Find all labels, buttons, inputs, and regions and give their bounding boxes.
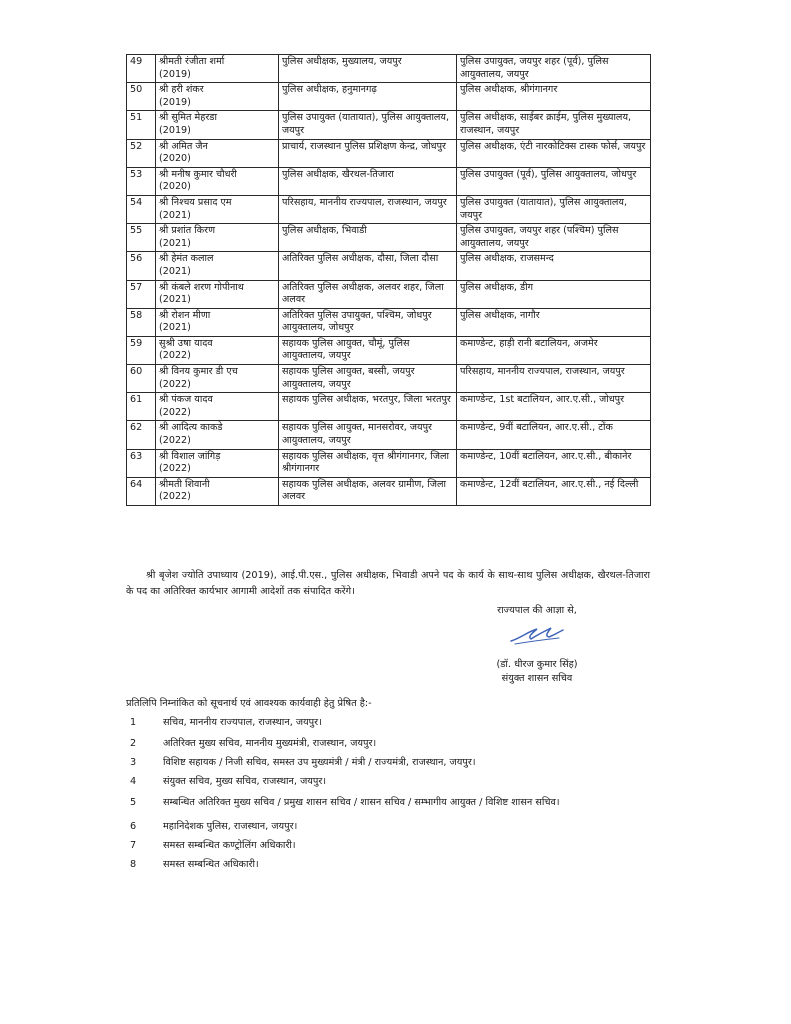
current-post-cell: पुलिस अधीक्षक, मुख्यालय, जयपुर (279, 55, 457, 83)
new-post-cell: पुलिस उपायुक्त (पूर्व), पुलिस आयुक्तालय, जोधपुर (457, 167, 651, 195)
officer-batch: (2022) (159, 463, 191, 475)
officer-cell (156, 139, 279, 167)
distribution-item-text: सम्बन्धित अतिरिक्त मुख्य सचिव / प्रमुख शासन सचिव / शासन सचिव / सम्भागीय आयुक्त / विशिष्ट शासन सचिव। (163, 797, 560, 808)
distribution-item-text: समस्त सम्बन्धित अधिकारी। (163, 859, 259, 870)
officer-cell (156, 449, 279, 477)
officer-cell (156, 280, 279, 308)
serial-number-cell: 53 (127, 167, 156, 195)
transfer-table (126, 54, 651, 506)
distribution-item-text: विशिष्ट सहायक / निजी सचिव, समस्त उप मुख्यमंत्री / मंत्री / राज्यमंत्री, राजस्थान, जयपुर। (163, 757, 476, 768)
signatory-designation: संयुक्त शासन सचिव (501, 673, 573, 684)
new-post-cell: पुलिस उपायुक्त (यातायात), पुलिस आयुक्तालय, जयपुर (457, 195, 651, 223)
current-post-cell: पुलिस अधीक्षक, भिवाडी (279, 224, 457, 252)
distribution-item-number: 3 (130, 757, 137, 768)
table-row (127, 421, 651, 449)
table-row (127, 111, 651, 139)
officer-batch: (2020) (159, 153, 191, 165)
officer-name: श्री अमित जैन (159, 140, 208, 152)
officer-batch: (2021) (159, 294, 191, 306)
distribution-item-number: 8 (130, 859, 137, 870)
officer-name: श्री हेमंत कलाल (159, 253, 214, 265)
current-post-cell: सहायक पुलिस अधीक्षक, भरतपुर, जिला भरतपुर (279, 393, 457, 421)
serial-number-cell: 60 (127, 365, 156, 393)
officer-cell (156, 55, 279, 83)
officer-batch: (2019) (159, 124, 191, 136)
serial-number-cell: 50 (127, 83, 156, 111)
signature-block (462, 604, 612, 686)
table-row (127, 83, 651, 111)
officer-name: श्री हरी शंकर (159, 84, 204, 96)
officer-cell (156, 421, 279, 449)
serial-number-cell: 54 (127, 195, 156, 223)
new-post-cell: पुलिस अधीक्षक, एंटी नारकोटिक्स टास्क फोर्स, जयपुर (457, 139, 651, 167)
new-post-cell: परिसहाय, माननीय राज्यपाल, राजस्थान, जयपुर (457, 365, 651, 393)
current-post-cell: सहायक पुलिस अधीक्षक, अलवर ग्रामीण, जिला अलवर (279, 477, 457, 505)
officer-batch: (2019) (159, 96, 191, 108)
distribution-item (126, 858, 650, 872)
new-post-cell: पुलिस अधीक्षक, साईबर क्राईम, पुलिस मुख्यालय, राजस्थान, जयपुर (457, 111, 651, 139)
serial-number-cell: 63 (127, 449, 156, 477)
distribution-item-text: समस्त सम्बन्धित कण्ट्रोलिंग अधिकारी। (163, 840, 296, 851)
officer-name: श्री विशाल जांगिड़ (159, 450, 221, 462)
new-post-cell: पुलिस अधीक्षक, नागौर (457, 308, 651, 336)
current-post-cell: सहायक पुलिस आयुक्त, मानसरोवर, जयपुर आयुक्तालय, जयपुर (279, 421, 457, 449)
officer-name: श्रीमती रंजीता शर्मा (159, 56, 225, 67)
serial-number-cell: 61 (127, 393, 156, 421)
officer-batch: (2022) (159, 491, 191, 503)
current-post-cell: अतिरिक्त पुलिस उपायुक्त, पश्चिम, जोधपुर आयुक्तालय, जोधपुर (279, 308, 457, 336)
signatory-name: (डॉ. धीरज कुमार सिंह) (496, 659, 578, 670)
signature-mark (462, 618, 612, 652)
transfer-table-body (127, 55, 651, 506)
serial-number-cell: 59 (127, 336, 156, 364)
table-row (127, 308, 651, 336)
officer-cell (156, 477, 279, 505)
distribution-item (126, 775, 650, 789)
officer-cell (156, 308, 279, 336)
officer-name: श्री मनीष कुमार चौधरी (159, 168, 237, 180)
table-row (127, 336, 651, 364)
officer-name: श्री विनय कुमार डी एच (159, 366, 238, 378)
serial-number-cell: 55 (127, 224, 156, 252)
distribution-item-number: 1 (130, 717, 137, 728)
serial-number-cell: 49 (127, 55, 156, 83)
officer-batch: (2021) (159, 209, 191, 221)
serial-number-cell: 58 (127, 308, 156, 336)
distribution-item-number: 7 (130, 840, 137, 851)
new-post-cell: कमाण्डेन्ट, 9वीं बटालियन, आर.ए.सी., टोंक (457, 421, 651, 449)
officer-cell (156, 336, 279, 364)
officer-name: श्री पंकज यादव (159, 394, 213, 406)
current-post-cell: सहायक पुलिस आयुक्त, चौमूं, पुलिस आयुक्तालय, जयपुर (279, 336, 457, 364)
officer-name: श्रीमती शिवानी (159, 478, 210, 490)
by-order-line: राज्यपाल की आज्ञा से, (497, 605, 577, 616)
new-post-cell: कमाण्डेन्ट, 10वीं बटालियन, आर.ए.सी., बीकानेर (457, 449, 651, 477)
officer-batch: (2021) (159, 322, 191, 334)
table-row (127, 280, 651, 308)
serial-number-cell: 64 (127, 477, 156, 505)
distribution-item-text: महानिदेशक पुलिस, राजस्थान, जयपुर। (163, 821, 298, 832)
distribution-item-text: संयुक्त सचिव, मुख्य सचिव, राजस्थान, जयपुर। (163, 776, 327, 787)
serial-number-cell: 62 (127, 421, 156, 449)
serial-number-cell: 52 (127, 139, 156, 167)
officer-cell (156, 393, 279, 421)
table-row (127, 393, 651, 421)
officer-name: श्री कंबले शरण गोपीनाथ (159, 281, 244, 293)
distribution-item-number: 5 (130, 797, 137, 808)
officer-cell (156, 195, 279, 223)
officer-batch: (2021) (159, 237, 191, 249)
officer-cell (156, 83, 279, 111)
new-post-cell: पुलिस अधीक्षक, श्रीगंगानगर (457, 83, 651, 111)
officer-batch: (2021) (159, 265, 191, 277)
officer-batch: (2019) (159, 68, 191, 80)
current-post-cell: सहायक पुलिस अधीक्षक, वृत्त श्रीगंगानगर, जिला श्रीगंगानगर (279, 449, 457, 477)
officer-name: सुश्री उषा यादव (159, 337, 213, 349)
table-row (127, 139, 651, 167)
officer-cell (156, 224, 279, 252)
distribution-item-number: 4 (130, 776, 137, 787)
officer-name: श्री प्रशांत किरण (159, 225, 216, 237)
table-row (127, 449, 651, 477)
officer-batch: (2022) (159, 406, 191, 418)
current-post-cell: अतिरिक्त पुलिस अधीक्षक, अलवर शहर, जिला अलवर (279, 280, 457, 308)
current-post-cell: प्राचार्य, राजस्थान पुलिस प्रशिक्षण केन्द्र, जोधपुर (279, 139, 457, 167)
new-post-cell: पुलिस उपायुक्त, जयपुर शहर (पूर्व), पुलिस आयुक्तालय, जयपुर (457, 55, 651, 83)
table-row (127, 477, 651, 505)
table-row (127, 224, 651, 252)
table-row (127, 167, 651, 195)
officer-batch: (2020) (159, 181, 191, 193)
officer-name: श्री सुमित मेहरडा (159, 112, 217, 124)
distribution-item-number: 6 (130, 821, 137, 832)
officer-batch: (2022) (159, 435, 191, 447)
current-post-cell: पुलिस अधीक्षक, खैरथल-तिजारा (279, 167, 457, 195)
distribution-item-text: अतिरिक्त मुख्य सचिव, माननीय मुख्यमंत्री, राजस्थान, जयपुर। (163, 738, 377, 749)
officer-cell (156, 111, 279, 139)
officer-cell (156, 252, 279, 280)
new-post-cell: कमाण्डेन्ट, 1st बटालियन, आर.ए.सी., जोधपुर (457, 393, 651, 421)
distribution-item (126, 839, 650, 853)
new-post-cell: पुलिस उपायुक्त, जयपुर शहर (पश्चिम) पुलिस आयुक्तालय, जयपुर (457, 224, 651, 252)
new-post-cell: कमाण्डेन्ट, 12वीं बटालियन, आर.ए.सी., नई दिल्ली (457, 477, 651, 505)
current-post-cell: अतिरिक्त पुलिस अधीक्षक, दौसा, जिला दौसा (279, 252, 457, 280)
officer-name: श्री आदित्य काकडे (159, 422, 223, 434)
officer-name: श्री रोशन मीणा (159, 309, 211, 321)
distribution-item-text: सचिव, माननीय राज्यपाल, राजस्थान, जयपुर। (163, 717, 322, 728)
officer-batch: (2022) (159, 350, 191, 362)
table-row (127, 195, 651, 223)
distribution-item-number: 2 (130, 738, 137, 749)
current-post-cell: पुलिस अधीक्षक, हनुमानगढ़ (279, 83, 457, 111)
serial-number-cell: 51 (127, 111, 156, 139)
distribution-item (126, 820, 650, 834)
distribution-item (126, 737, 650, 751)
copy-to-heading: प्रतिलिपि निम्नांकित को सूचनार्थ एवं आवश्यक कार्यवाही हेतु प्रेषित है:- (126, 698, 372, 709)
officer-name: श्री निश्चय प्रसाद एम (159, 196, 232, 208)
serial-number-cell: 56 (127, 252, 156, 280)
serial-number-cell: 57 (127, 280, 156, 308)
officer-cell (156, 167, 279, 195)
additional-charge-note: श्री बृजेश ज्योति उपाध्याय (2019), आई.पी.एस., पुलिस अधीक्षक, भिवाडी अपने पद के कार्य के साथ-साथ पुलिस अधीक्षक, खैरथल-तिजारा के पद का अतिरिक्त कार्यभार आगामी आदेशों तक संपादित करेंगे। (126, 570, 650, 597)
table-row (127, 365, 651, 393)
distribution-item (126, 796, 650, 810)
table-row (127, 252, 651, 280)
distribution-item (126, 716, 650, 730)
new-post-cell: पुलिस अधीक्षक, डीग (457, 280, 651, 308)
new-post-cell: पुलिस अधीक्षक, राजसमन्द (457, 252, 651, 280)
new-post-cell: कमाण्डेन्ट, हाड़ी रानी बटालियन, अजमेर (457, 336, 651, 364)
officer-cell (156, 365, 279, 393)
current-post-cell: पुलिस उपायुक्त (यातायात), पुलिस आयुक्तालय, जयपुर (279, 111, 457, 139)
current-post-cell: सहायक पुलिस आयुक्त, बस्सी, जयपुर आयुक्तालय, जयपुर (279, 365, 457, 393)
table-row (127, 55, 651, 83)
current-post-cell: परिसहाय, माननीय राज्यपाल, राजस्थान, जयपुर (279, 195, 457, 223)
officer-batch: (2022) (159, 378, 191, 390)
distribution-item (126, 756, 650, 770)
